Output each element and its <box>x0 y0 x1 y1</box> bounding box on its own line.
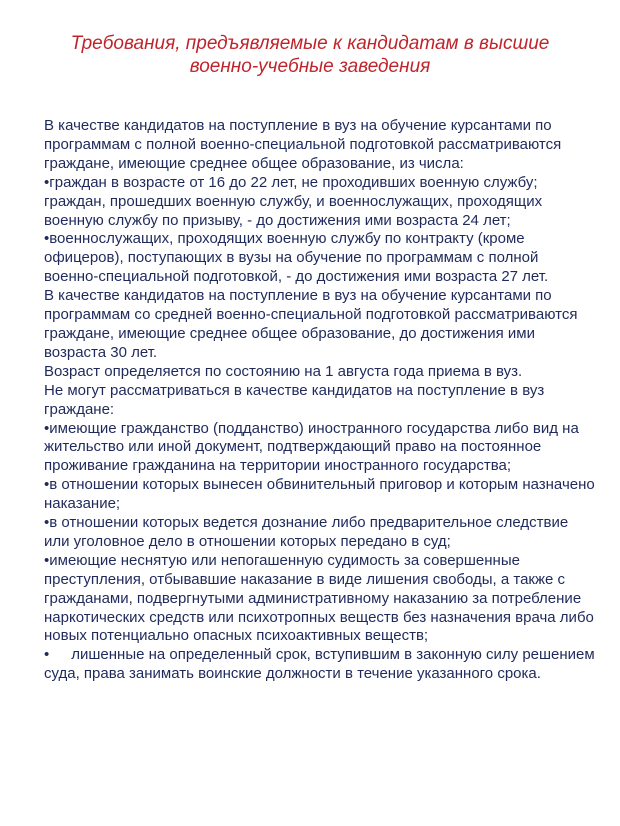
list-item: •в отношении которых ведется дознание либо предварительное следствие или уголовное дело в отношении которых передано в суд; <box>44 514 569 550</box>
bullet: • <box>44 646 50 664</box>
page-title <box>30 32 590 78</box>
document-body <box>44 117 596 684</box>
paragraph-exclusions: Не могут рассматриваться в качестве кандидатов на поступление в вуз граждане: <box>44 381 545 418</box>
title-line-2: военно-учебные заведения <box>189 56 431 77</box>
list-item-last <box>44 646 596 684</box>
list-item: •в отношении которых вынесен обвинительный приговор и которым назначено наказание; <box>44 476 595 513</box>
list-item: •имеющие неснятую или непогашенную судимость за совершенные преступления, отбывавшие наказание в виде лишения свободы, а также с гражданами, подвергнутыми административному наказанию за потребление наркотических средств или психотропных веществ без назначения врача либо новых потенциально опасных психоактивных веществ; <box>44 551 594 645</box>
paragraph-intro: В качестве кандидатов на поступление в вуз на обучение курсантами по программам с полной военно-специальной подготовкой рассматриваются граждане, имеющие среднее общее образование, из числа: <box>44 117 562 172</box>
list-item-last-text: лишенные на определенный срок, вступившим в законную силу решением суда, права занимать воинские должности в течение указанного срока. <box>44 646 595 683</box>
title-line-1: Требования, предъявляемые к кандидатам в высшие <box>70 33 550 54</box>
list-item: •граждан в возрасте от 16 до 22 лет, не проходивших военную службу; граждан, прошедших военную службу, и военнослужащих, проходящих военную службу по призыву, - до достижения ими возраста 24 лет; <box>44 173 543 229</box>
paragraph-age-rule: Возраст определяется по состоянию на 1 августа года приема в вуз. <box>44 362 523 380</box>
list-item: •военнослужащих, проходящих военную службу по контракту (кроме офицеров), поступающих в вузы на обучение по программам с полной военно-специальной подготовкой, - до достижения ими возраста 27 лет. <box>44 230 549 286</box>
list-item: •имеющие гражданство (подданство) иностранного государства либо вид на жительство или иной документ, подтверждающий право на постоянное проживание гражданина на территории иностранного государства; <box>44 419 579 475</box>
paragraph-secondary: В качестве кандидатов на поступление в вуз на обучение курсантами по программам со средней военно-специальной подготовкой рассматриваются граждане, имеющие среднее общее образование, до достижения ими возраста 30 лет. <box>44 287 578 361</box>
